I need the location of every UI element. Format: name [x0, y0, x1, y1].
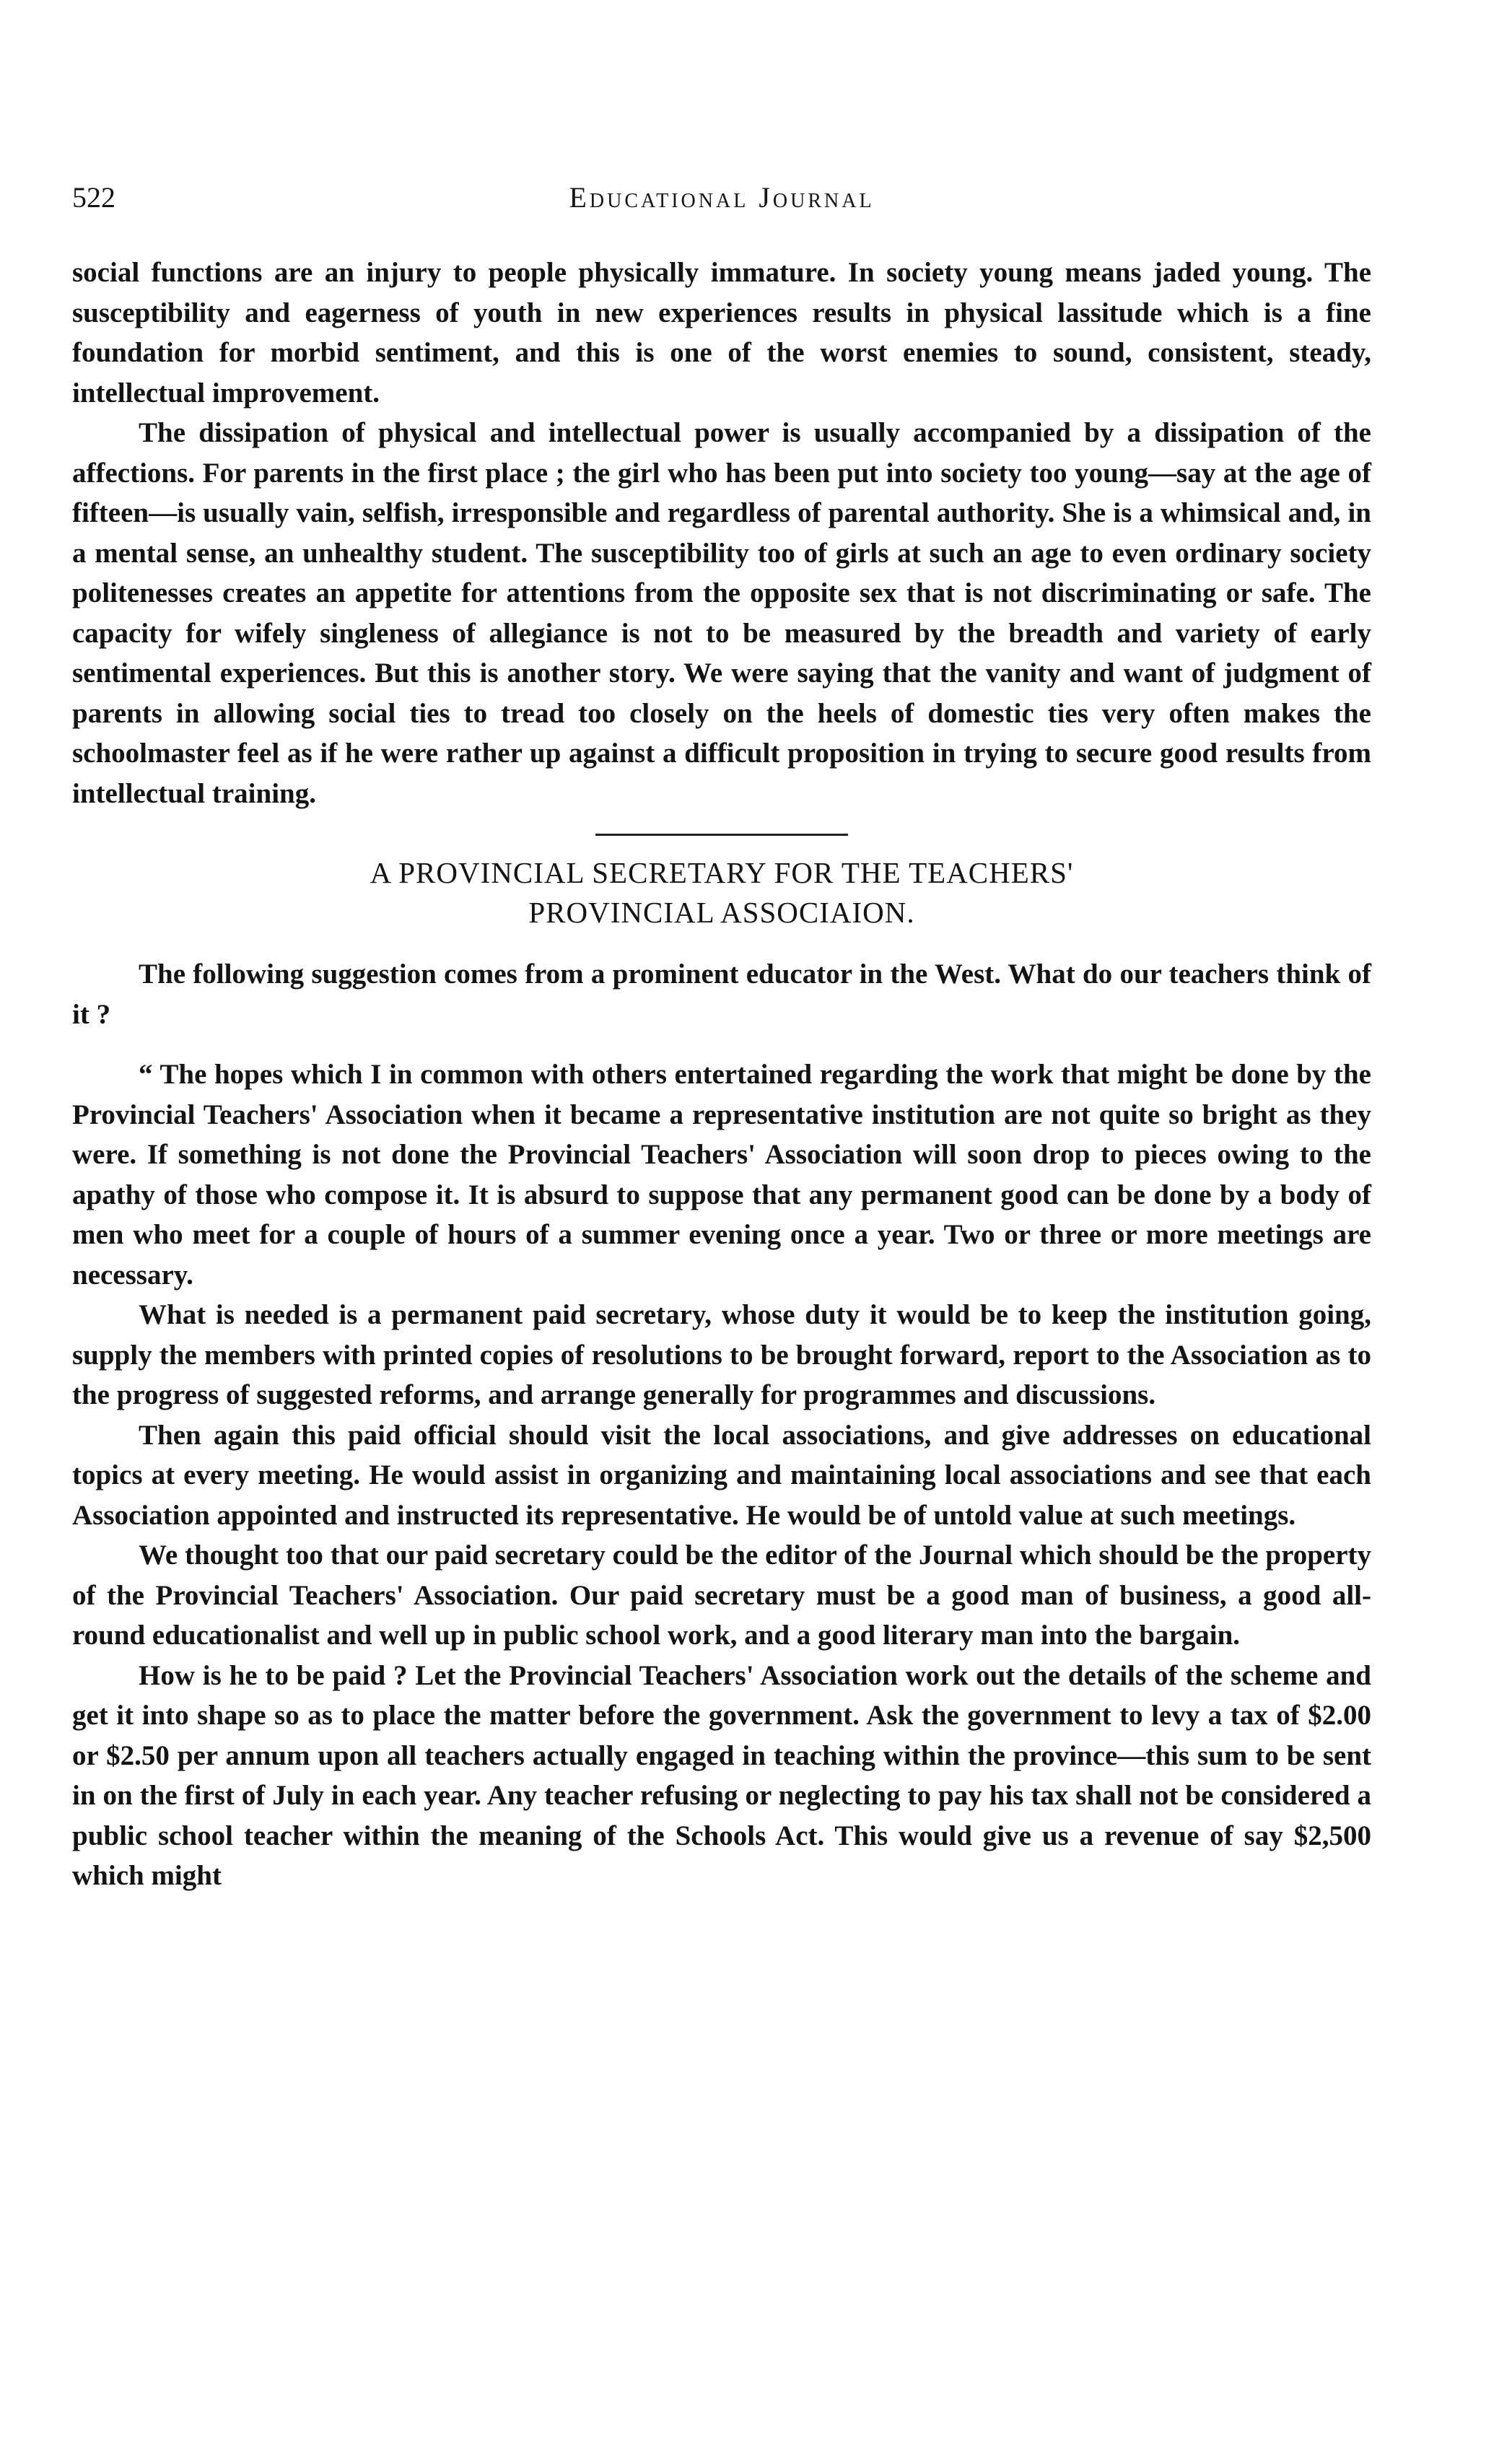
paragraph: “ The hopes which I in common with others entertained regarding the work that might be done by the Provincial Teachers' Association when it became a representative institution are not quite so bright as they were. If something is not done the Provincial Teachers' Association will soon drop to pieces owing to the apathy of those who compose it. It is absurd to suppose that any permanent good can be done by a body of men who meet for a couple of hours of a summer evening once a year. Two or three or more meetings are necessary.	[72, 1059, 1371, 1291]
paragraph: The dissipation of physical and intellectual power is usually accompanied by a dissipation of the affections. For parents in the first place ; the girl who has been put into society too young—say at the age of fifteen—is usually vain, selfish, irresponsible and regardless of parental authority. She is a whimsical and, in a mental sense, an unhealthy student. The susceptibility too of girls at such an age to even ordinary society politenesses creates an appetite for attentions from the opposite sex that is not discriminating or safe. The capacity for wifely singleness of allegiance is not to be measured by the breadth and variety of early sentimental experiences. But this is another story. We were saying that the vanity and want of judgment of parents in allowing social ties to tread too closely on the heels of domestic ties very often makes the schoolmaster feel as if he were rather up against a difficult proposition in trying to secure good results from intellectual training.	[72, 417, 1371, 809]
article	[72, 853, 1371, 1896]
running-head	[72, 180, 1371, 224]
page-number: 522	[72, 181, 115, 214]
journal-name: Educational Journal	[569, 181, 875, 214]
article-title-line: PROVINCIAL ASSOCIAION.	[528, 896, 915, 929]
article-title	[72, 853, 1371, 933]
paragraph: social functions are an injury to people physically immature. In society young means jaded young. The susceptibility and eagerness of youth in new experiences results in physical lassitude which is a fine foundation for morbid sentiment, and this is one of the worst enemies to sound, consistent, steady, intellectual improvement.	[72, 257, 1371, 409]
paragraph: What is needed is a permanent paid secretary, whose duty it would be to keep the institution going, supply the members with printed copies of resolutions to be brought forward, report to the Association as to the progress of suggested reforms, and arrange generally for programmes and discussions.	[72, 1299, 1371, 1410]
article-title-line: A PROVINCIAL SECRETARY FOR THE TEACHERS'	[370, 856, 1074, 889]
paragraph: We thought too that our paid secretary could be the editor of the Journal which should be the property of the Provincial Teachers' Association. Our paid secretary must be a good man of business, a good all-round educationalist and well up in public school work, and a good literary man into the bargain.	[72, 1540, 1371, 1651]
section-divider	[595, 834, 848, 836]
paragraph: How is he to be paid ? Let the Provincial Teachers' Association work out the details of the scheme and get it into shape so as to place the matter before the government. Ask the government to levy a tax of $2.00 or $2.50 per annum upon all teachers actually engaged in teaching within the province—this sum to be sent in on the first of July in each year. Any teacher refusing or neglecting to pay his tax shall not be considered a public school teacher within the meaning of the Schools Act. This would give us a revenue of say $2,500 which might	[72, 1659, 1371, 1891]
previous-article-continuation	[72, 253, 1371, 813]
article-intro: The following suggestion comes from a prominent educator in the West. What do our teachers think of it ?	[72, 959, 1371, 1030]
document-page	[72, 180, 1371, 1896]
paragraph: Then again this paid official should visit the local associations, and give addresses on educational topics at every meeting. He would assist in organizing and maintaining local associations and see that each Association appointed and instructed its representative. He would be of untold value at such meetings.	[72, 1419, 1371, 1531]
